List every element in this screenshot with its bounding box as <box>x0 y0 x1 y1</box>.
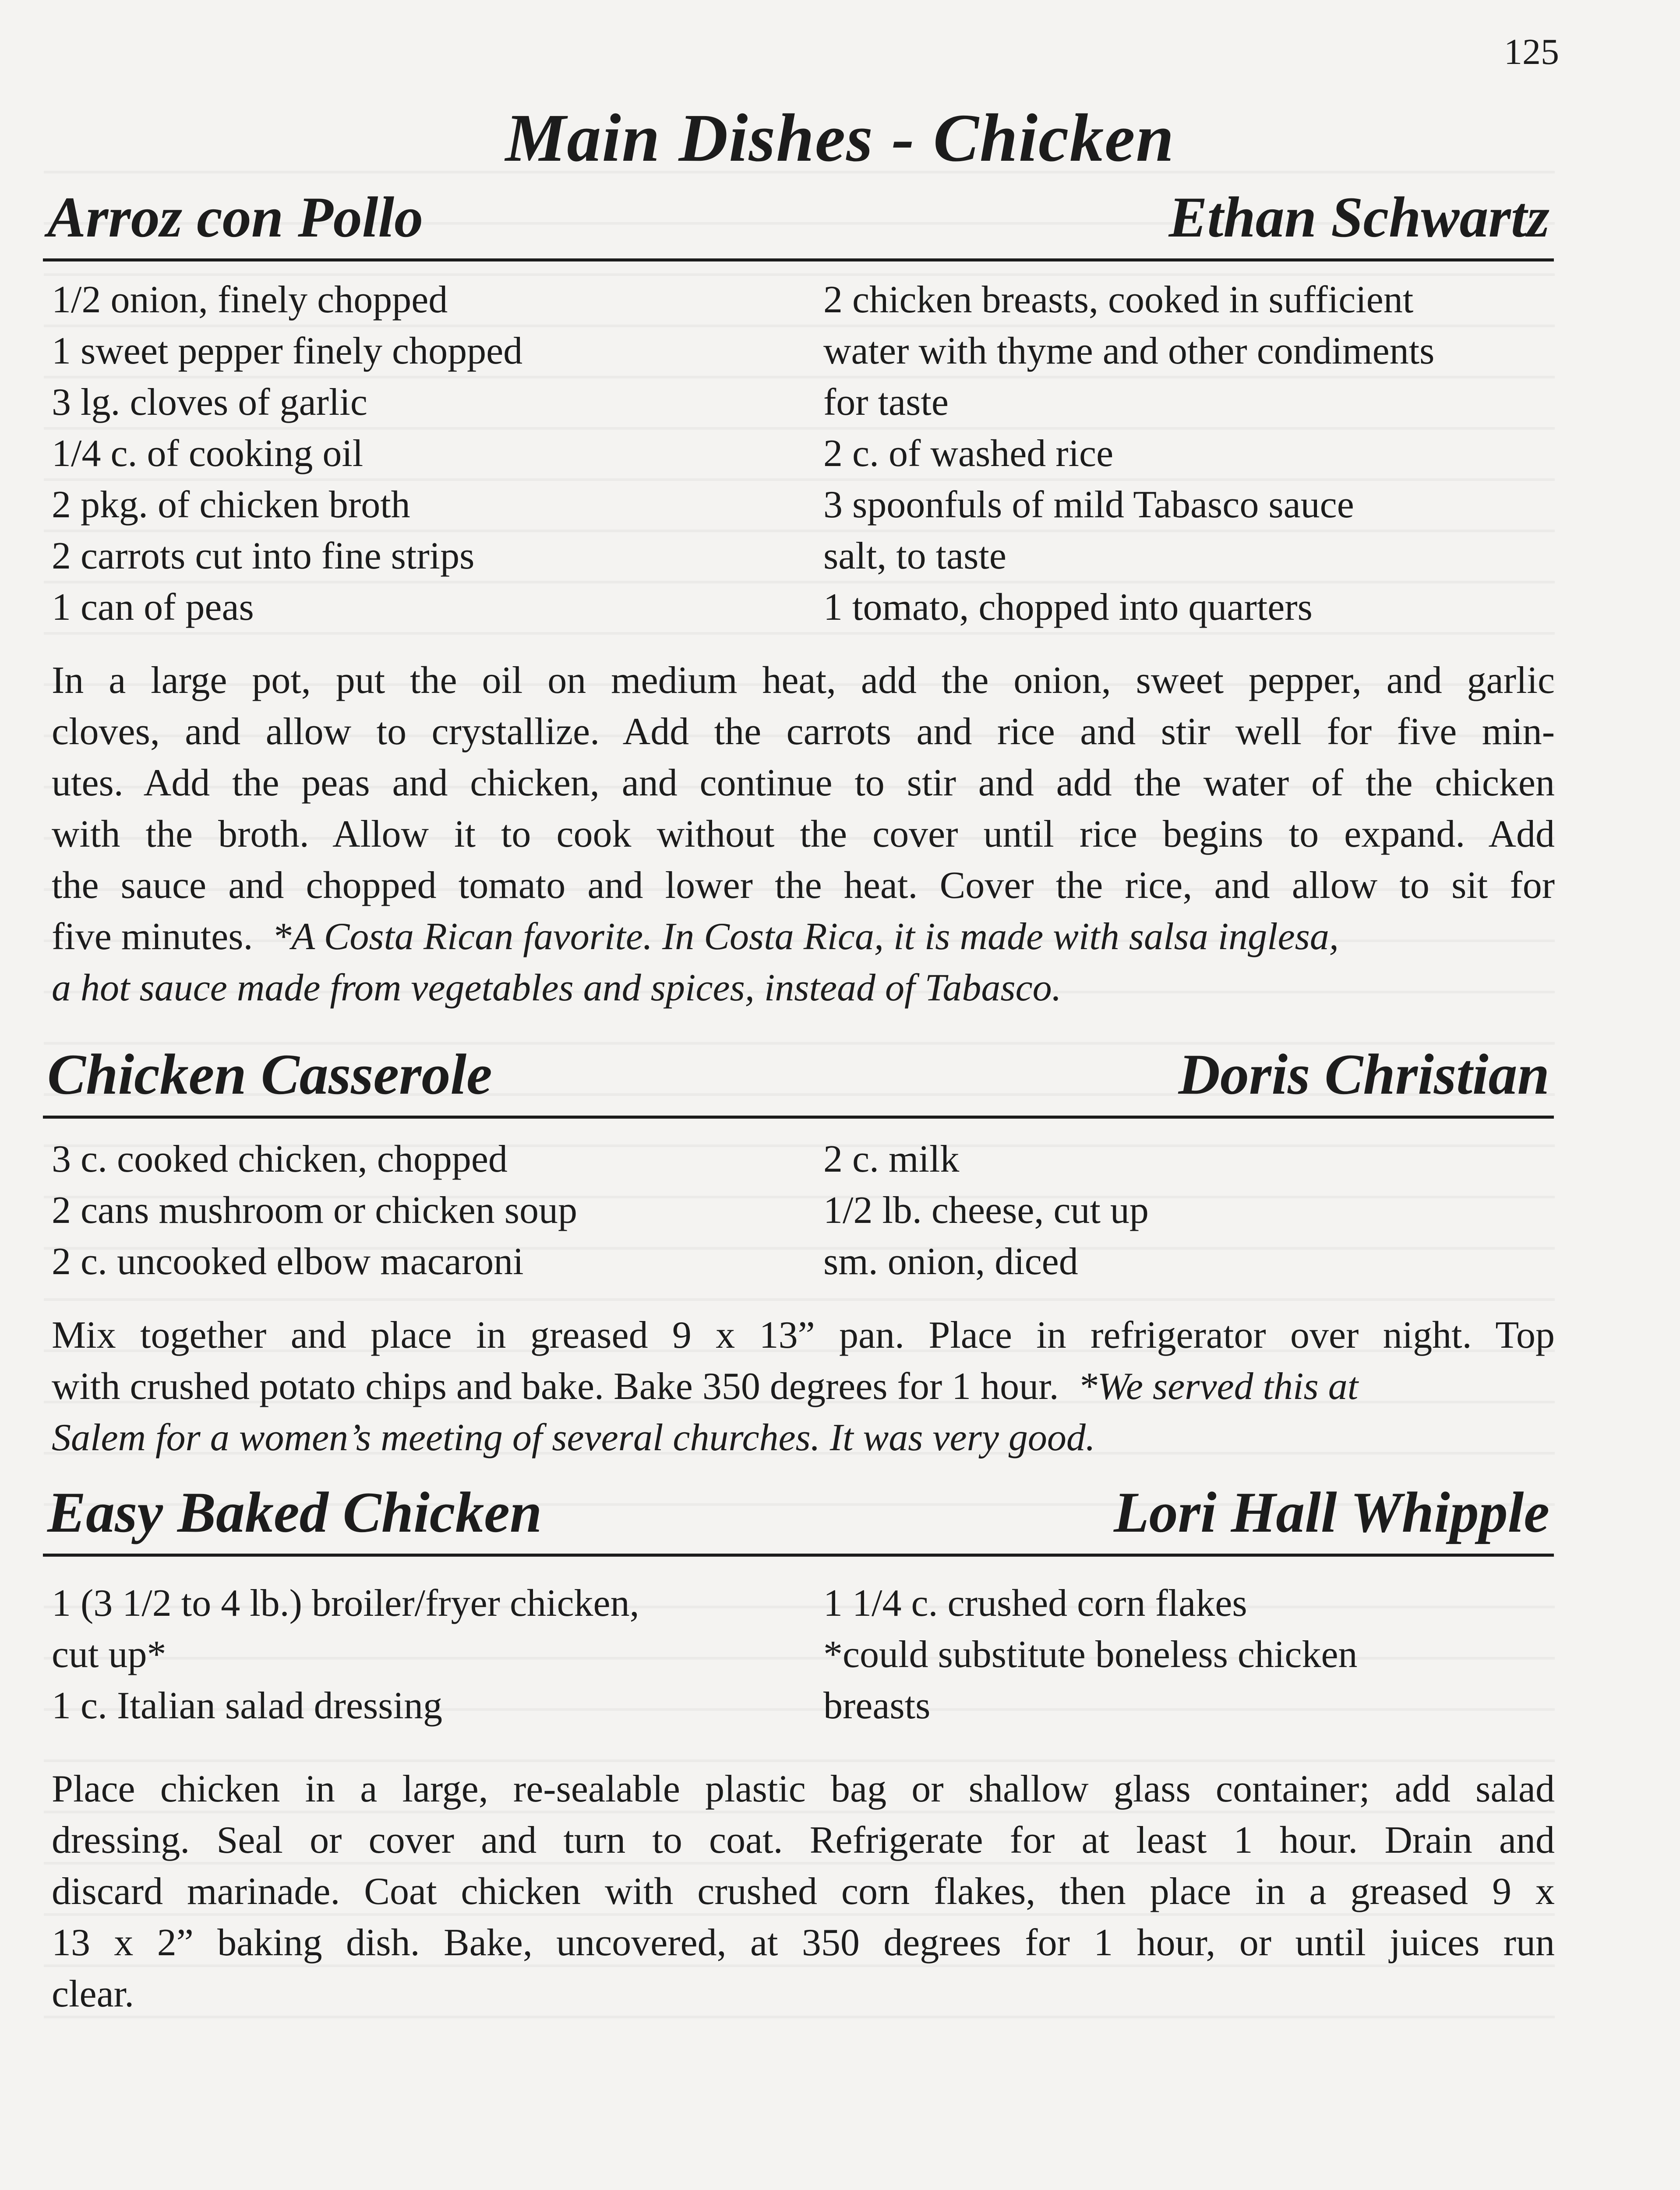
recipe-directions <box>52 1310 1555 1463</box>
recipe-header <box>43 185 1554 261</box>
ingredient: 3 lg. cloves of garlic <box>52 381 367 424</box>
recipe-note: a hot sauce made from vegetables and spices, instead of Tabasco. <box>52 967 1062 1009</box>
direction-line: utes. Add the peas and chicken, and continue to stir and add the water of the chicken <box>52 762 1555 804</box>
direction-line: 13 x 2” baking dish. Bake, uncovered, at 350 degrees for 1 hour, or until juices run <box>52 1922 1555 1964</box>
ingredient: breasts <box>823 1685 931 1727</box>
direction-line: discard marinade. Coat chicken with crushed corn flakes, then place in a greased 9 x <box>52 1870 1555 1913</box>
direction-line: with the broth. Allow it to cook without the cover until rice begins to expand. Add <box>52 813 1555 855</box>
ingredient: 3 spoonfuls of mild Tabasco sauce <box>823 484 1354 526</box>
ingredient: 1/2 onion, finely chopped <box>52 279 448 321</box>
recipe-directions <box>52 655 1555 1014</box>
ingredient: 1 1/4 c. crushed corn flakes <box>823 1582 1247 1625</box>
ingredient: 1 tomato, chopped into quarters <box>823 586 1313 629</box>
recipe-title: Easy Baked Chicken <box>47 1480 542 1544</box>
ingredient: 2 cans mushroom or chicken soup <box>52 1189 577 1232</box>
ingredient: 1 sweet pepper finely chopped <box>52 330 523 372</box>
recipe-author: Ethan Schwartz <box>1168 185 1549 249</box>
recipe-author: Lori Hall Whipple <box>1113 1480 1549 1544</box>
direction-line: cloves, and allow to crystallize. Add the carrots and rice and stir well for five min- <box>52 710 1555 753</box>
direction-text: with crushed potato chips and bake. Bake 350 degrees for 1 hour. <box>52 1365 1059 1408</box>
direction-line: clear. <box>52 1973 134 2015</box>
ingredients-left <box>52 1134 805 1287</box>
direction-line: the sauce and chopped tomato and lower the heat. Cover the rice, and allow to sit for <box>52 864 1555 907</box>
ingredient: for taste <box>823 381 949 424</box>
ingredient: cut up* <box>52 1633 166 1676</box>
section-title: Main Dishes - Chicken <box>505 100 1175 176</box>
ingredient: 1/4 c. of cooking oil <box>52 432 364 475</box>
recipe-title: Arroz con Pollo <box>47 185 424 249</box>
direction-line: Mix together and place in greased 9 x 13” pan. Place in refrigerator over night. Top <box>52 1314 1555 1356</box>
recipe-directions <box>52 1763 1555 2020</box>
recipe-title: Chicken Casserole <box>47 1042 492 1106</box>
ingredient: 1/2 lb. cheese, cut up <box>823 1189 1149 1232</box>
recipe-header <box>43 1042 1554 1119</box>
recipe-note: *A Costa Rican favorite. In Costa Rica, it is made with salsa inglesa, <box>272 915 1339 958</box>
ingredient: 2 c. of washed rice <box>823 432 1114 475</box>
direction-line: Place chicken in a large, re-sealable plastic bag or shallow glass container; add salad <box>52 1768 1555 1810</box>
recipe-author: Doris Christian <box>1178 1042 1549 1106</box>
ingredients-left <box>52 274 805 633</box>
ingredient: 2 carrots cut into fine strips <box>52 535 475 577</box>
ingredients-right <box>823 1134 1559 1287</box>
ingredient: 2 c. uncooked elbow macaroni <box>52 1240 524 1283</box>
direction-text: five minutes. <box>52 915 253 958</box>
ingredient: 2 pkg. of chicken broth <box>52 484 410 526</box>
ingredient: water with thyme and other condiments <box>823 330 1435 372</box>
ingredient: 1 c. Italian salad dressing <box>52 1685 442 1727</box>
direction-line: dressing. Seal or cover and turn to coat. Refrigerate for at least 1 hour. Drain and <box>52 1819 1555 1862</box>
ingredient: 1 (3 1/2 to 4 lb.) broiler/fryer chicken, <box>52 1582 639 1625</box>
direction-line <box>52 1361 1555 1412</box>
ingredient: sm. onion, diced <box>823 1240 1078 1283</box>
recipe-header <box>43 1480 1554 1557</box>
recipe-note: Salem for a women’s meeting of several churches. It was very good. <box>52 1416 1095 1459</box>
ingredients-left <box>52 1578 805 1731</box>
ingredient: *could substitute boneless chicken <box>823 1633 1358 1676</box>
ingredient: salt, to taste <box>823 535 1006 577</box>
direction-line <box>52 911 1555 962</box>
recipe-note: *We served this at <box>1078 1365 1359 1408</box>
direction-line: In a large pot, put the oil on medium heat, add the onion, sweet pepper, and garlic <box>52 659 1555 702</box>
ingredient: 2 c. milk <box>823 1138 960 1180</box>
ingredient: 2 chicken breasts, cooked in sufficient <box>823 279 1414 321</box>
ingredients-right <box>823 1578 1559 1731</box>
ingredients-right <box>823 274 1559 633</box>
page-number: 125 <box>1504 32 1559 72</box>
ingredient: 1 can of peas <box>52 586 254 629</box>
ingredient: 3 c. cooked chicken, chopped <box>52 1138 508 1180</box>
